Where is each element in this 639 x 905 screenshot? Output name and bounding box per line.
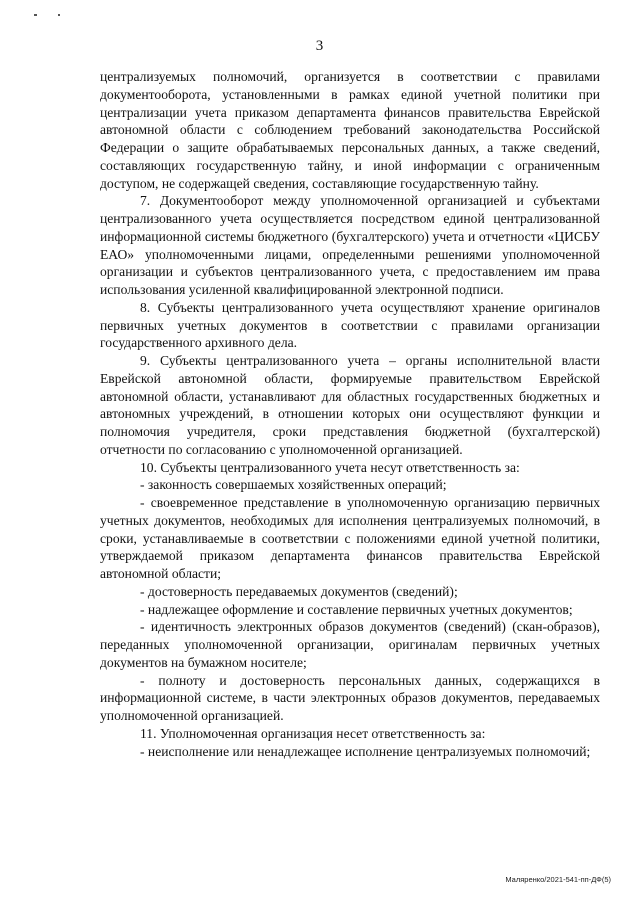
paragraph-8: 8. Субъекты централизованного учета осуществляют хранение оригиналов первичных учетных документов в соответствии с правилами организации государственного архивного дела. <box>100 299 600 351</box>
paragraph-continuation: централизуемых полномочий, организуется в соответствии с правилами документооборота, установленными в рамках единой учетной политики при централизации учета приказом департамента финансов правительства Еврейской автономной области с соблюдением требований законодательства Российской Федерации о защите обрабатываемых персональных данных, а также сведений, составляющих государственную тайну, и иной информации с ограниченным доступом, не содержащей сведения, составляющие государственную тайну. <box>100 69 600 191</box>
page-number: 3 <box>315 38 324 54</box>
paragraph-10: 10. Субъекты централизованного учета несут ответственность за: <box>140 459 520 475</box>
scan-artifact-dot <box>34 14 37 16</box>
paragraph-11: 11. Уполномоченная организация несет ответственность за: <box>140 725 486 741</box>
paragraph-9: 9. Субъекты централизованного учета – органы исполнительной власти Еврейской автономной области, формируемые правительством Еврейской автономной области, устанавливают для областных государственных бюджетных и автономных учреждений, в отношении которых они осуществляют функции и полномочия учредителя, сроки представления бюджетной (бухгалтерской) отчетности по согласованию с уполномоченной организацией. <box>100 353 600 457</box>
list-item: - полноту и достоверность персональных данных, содержащихся в информационной системе, в части электронных образов документов, передаваемых уполномоченной организацией. <box>100 672 600 723</box>
list-item: - своевременное представление в уполномоченную организацию первичных учетных документов, необходимых для исполнения централизуемых полномочий, в сроки, устанавливаемые в соответствии с положениями единой учетной политики, утверждаемой приказом департамента финансов правительства Еврейской автономной области; <box>100 495 600 581</box>
scan-artifact-dot <box>58 14 60 16</box>
list-item: - законность совершаемых хозяйственных операций; <box>140 477 447 493</box>
list-item: - идентичность электронных образов документов (сведений) (скан-образов), переданных уполномоченной организации, оригиналам первичных учетных документов на бумажном носителе; <box>100 619 600 670</box>
list-item: - надлежащее оформление и составление первичных учетных документов; <box>140 601 573 617</box>
document-body <box>100 68 600 760</box>
list-item: - неисполнение или ненадлежащее исполнение централизуемых полномочий; <box>140 743 591 759</box>
document-footer-code: Маляренко/2021-541-пп-ДФ(5) <box>505 875 611 884</box>
paragraph-7: 7. Документооборот между уполномоченной организацией и субъектами централизованного учета осуществляется посредством единой централизованной информационной системы бюджетного (бухгалтерского) учета и отчетности «ЦИСБУ ЕАО» уполномоченными лицами, определенными решениями уполномоченной организации и субъектов централизованного учета, с предоставлением им права использования усиленной квалифицированной электронной подписи. <box>100 193 600 297</box>
list-item: - достоверность передаваемых документов (сведений); <box>140 583 458 599</box>
